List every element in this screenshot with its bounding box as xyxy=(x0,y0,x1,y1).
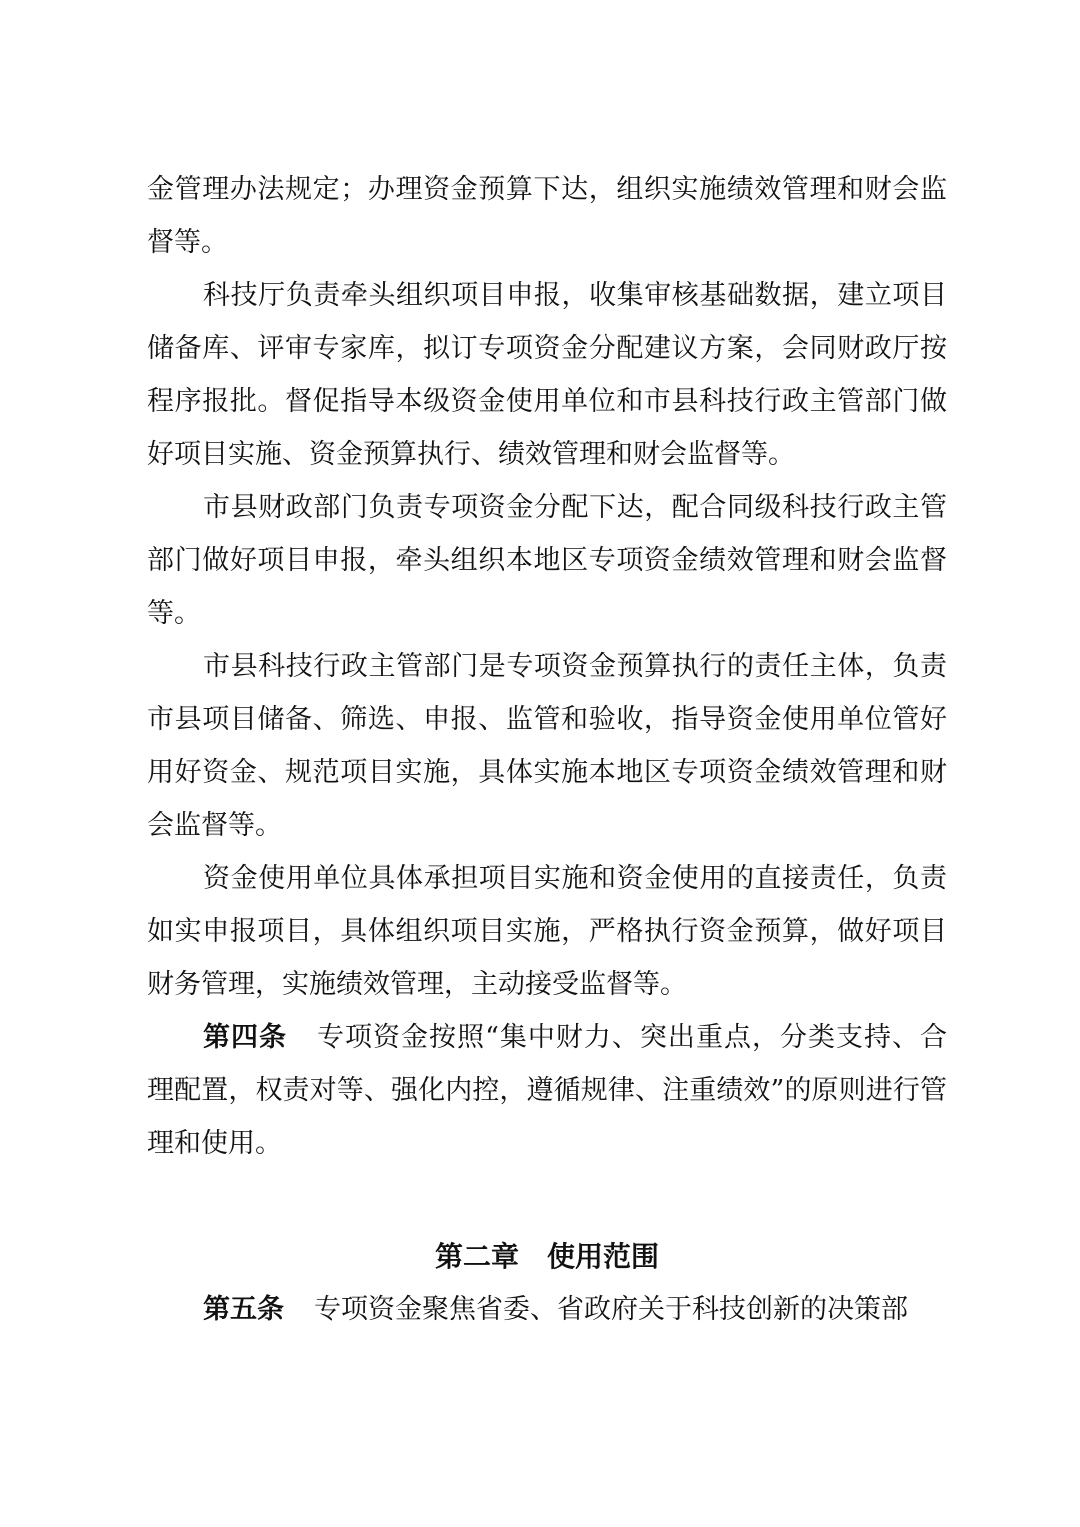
article-4-label: 第四条 xyxy=(203,1022,288,1053)
article-4-text: 专项资金按照“集中财力、突出重点，分类支持、合理配置，权责对等、强化内控，遵循规律、注重绩效”的原则进行管理和使用。 xyxy=(147,1022,947,1159)
article-5-text: 专项资金聚焦省委、省政府关于科技创新的决策部 xyxy=(314,1294,908,1325)
paragraph-fund-users: 资金使用单位具体承担项目实施和资金使用的直接责任，负责如实申报项目，具体组织项目实施，严格执行资金预算，做好项目财务管理，实施绩效管理，主动接受监督等。 xyxy=(147,863,947,1000)
article-5-label: 第五条 xyxy=(203,1294,284,1325)
paragraph-county-science: 市县科技行政主管部门是专项资金预算执行的责任主体，负责市县项目储备、筛选、申报、监管和验收，指导资金使用单位管好用好资金、规范项目实施，具体实施本地区专项资金绩效管理和财会监督等。 xyxy=(147,651,947,841)
article-4 xyxy=(147,1011,947,1170)
article-5 xyxy=(147,1283,947,1336)
chapter-title: 第二章 使用范围 xyxy=(434,1240,659,1273)
paragraph-county-finance: 市县财政部门负责专项资金分配下达，配合同级科技行政主管部门做好项目申报，牵头组织本地区专项资金绩效管理和财会监督等。 xyxy=(147,492,947,629)
paragraph-continuation: 金管理办法规定；办理资金预算下达，组织实施绩效管理和财会监督等。 xyxy=(147,174,947,258)
document-page xyxy=(147,163,947,1336)
paragraph-science-dept: 科技厅负责牵头组织项目申报，收集审核基础数据，建立项目储备库、评审专家库，拟订专项资金分配建议方案，会同财政厅按程序报批。督促指导本级资金使用单位和市县科技行政主管部门做好项目实施、资金预算执行、绩效管理和财会监督等。 xyxy=(147,280,947,470)
